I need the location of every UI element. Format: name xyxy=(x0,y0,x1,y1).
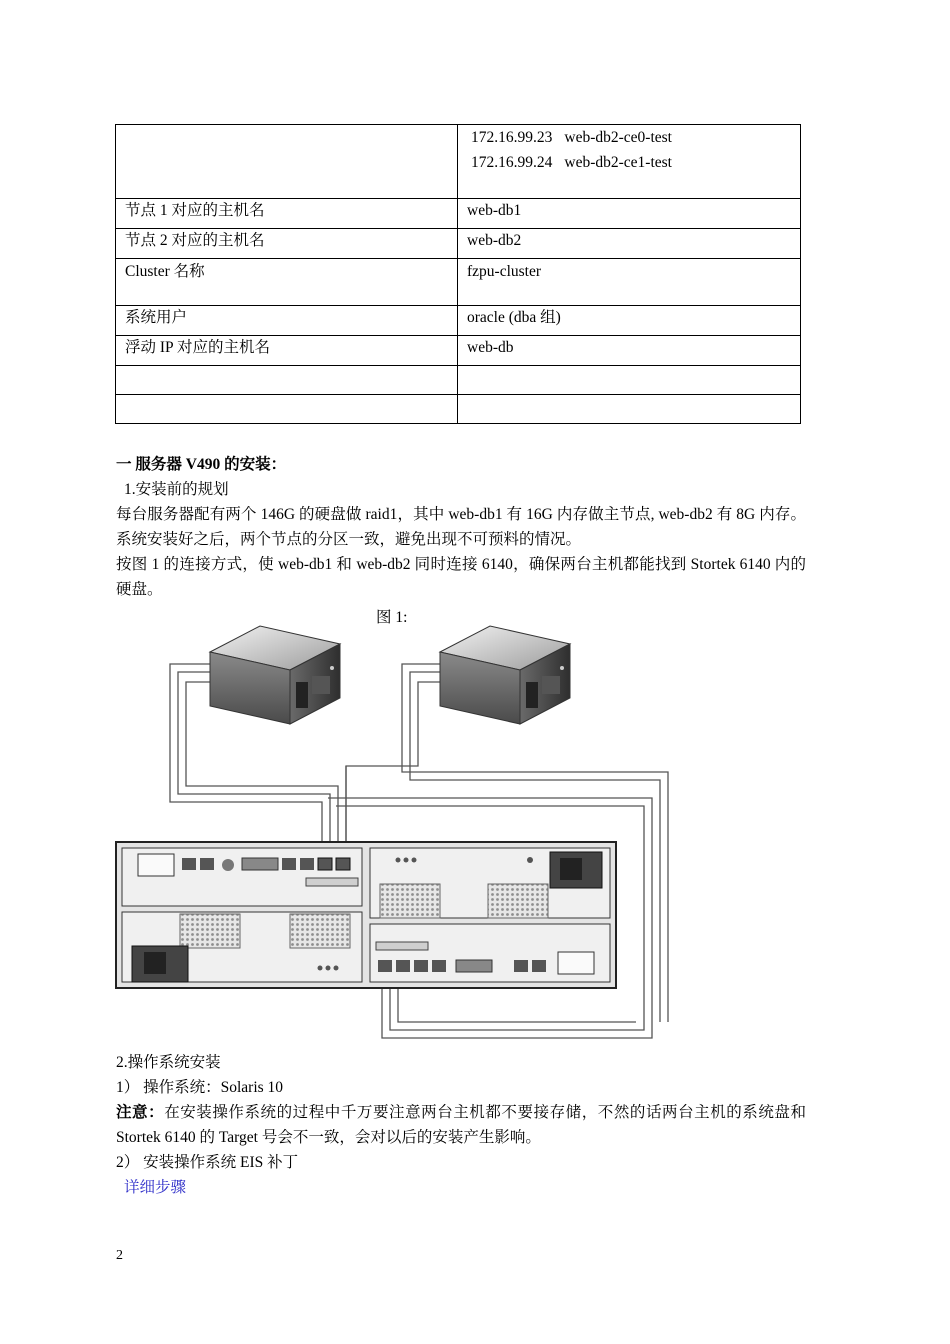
table-label: 节点 2 对应的主机名 xyxy=(116,229,458,259)
note-text: 在安装操作系统的过程中千万要注意两台主机都不要接存储，不然的话两台主机的系统盘和 Stortek 6140 的 Target 号会不一致，会对以后的安装产生影响。 xyxy=(116,1104,806,1146)
connection-diagram xyxy=(110,622,680,1044)
subsection-title: 2.操作系统安装 xyxy=(116,1054,221,1071)
table-value xyxy=(458,366,801,395)
table-value: oracle (dba 组) xyxy=(458,306,801,336)
subsection-title: 1.安装前的规划 xyxy=(124,481,229,498)
note-label: 注意： xyxy=(116,1104,165,1121)
table-value: web-db xyxy=(458,336,801,366)
server-web-db2-image xyxy=(440,626,570,724)
table-label: Cluster 名称 xyxy=(116,259,458,306)
table-row xyxy=(116,366,801,395)
ip-line: 172.16.99.24 web-db2-ce1-test xyxy=(471,154,672,171)
table-row xyxy=(116,336,801,366)
table-label xyxy=(116,366,458,395)
section-heading: 一 服务器 V490 的安装： xyxy=(116,456,287,473)
table-row xyxy=(116,229,801,259)
paragraph: 按图 1 的连接方式，使 web-db1 和 web-db2 同时连接 6140，确保两台主机都能找到 Stortek 6140 内的硬盘。 xyxy=(116,556,806,598)
list-item: 1） 操作系统：Solaris 10 xyxy=(116,1079,284,1096)
table-cell xyxy=(116,125,458,199)
table-label: 浮动 IP 对应的主机名 xyxy=(116,336,458,366)
server-web-db1-image xyxy=(210,626,340,724)
table-value: web-db1 xyxy=(458,199,801,229)
details-link[interactable]: 详细步骤 xyxy=(124,1179,187,1196)
table-row xyxy=(116,125,801,199)
table-value: fzpu-cluster xyxy=(458,259,801,306)
figure-caption: 图 1: xyxy=(376,609,408,626)
table-label xyxy=(116,395,458,424)
table-value: web-db2 xyxy=(458,229,801,259)
table-row xyxy=(116,259,801,306)
table-row xyxy=(116,306,801,336)
config-table xyxy=(115,124,801,424)
page-number: 2 xyxy=(116,1248,123,1263)
note-paragraph xyxy=(116,1101,806,1150)
table-row xyxy=(116,395,801,424)
ip-line: 172.16.99.23 web-db2-ce0-test xyxy=(471,129,672,146)
ip-cell xyxy=(458,125,801,199)
list-item: 2） 安装操作系统 EIS 补丁 xyxy=(116,1154,299,1171)
paragraph: 每台服务器配有两个 146G 的硬盘做 raid1，其中 web-db1 有 16G 内存做主节点, web-db2 有 8G 内存。系统安装好之后，两个节点的分区一致，避免出现不可预料的情况。 xyxy=(116,506,806,548)
table-value xyxy=(458,395,801,424)
table-row xyxy=(116,199,801,229)
table-label: 系统用户 xyxy=(116,306,458,336)
table-label: 节点 1 对应的主机名 xyxy=(116,199,458,229)
storage-6140-image xyxy=(116,842,616,988)
